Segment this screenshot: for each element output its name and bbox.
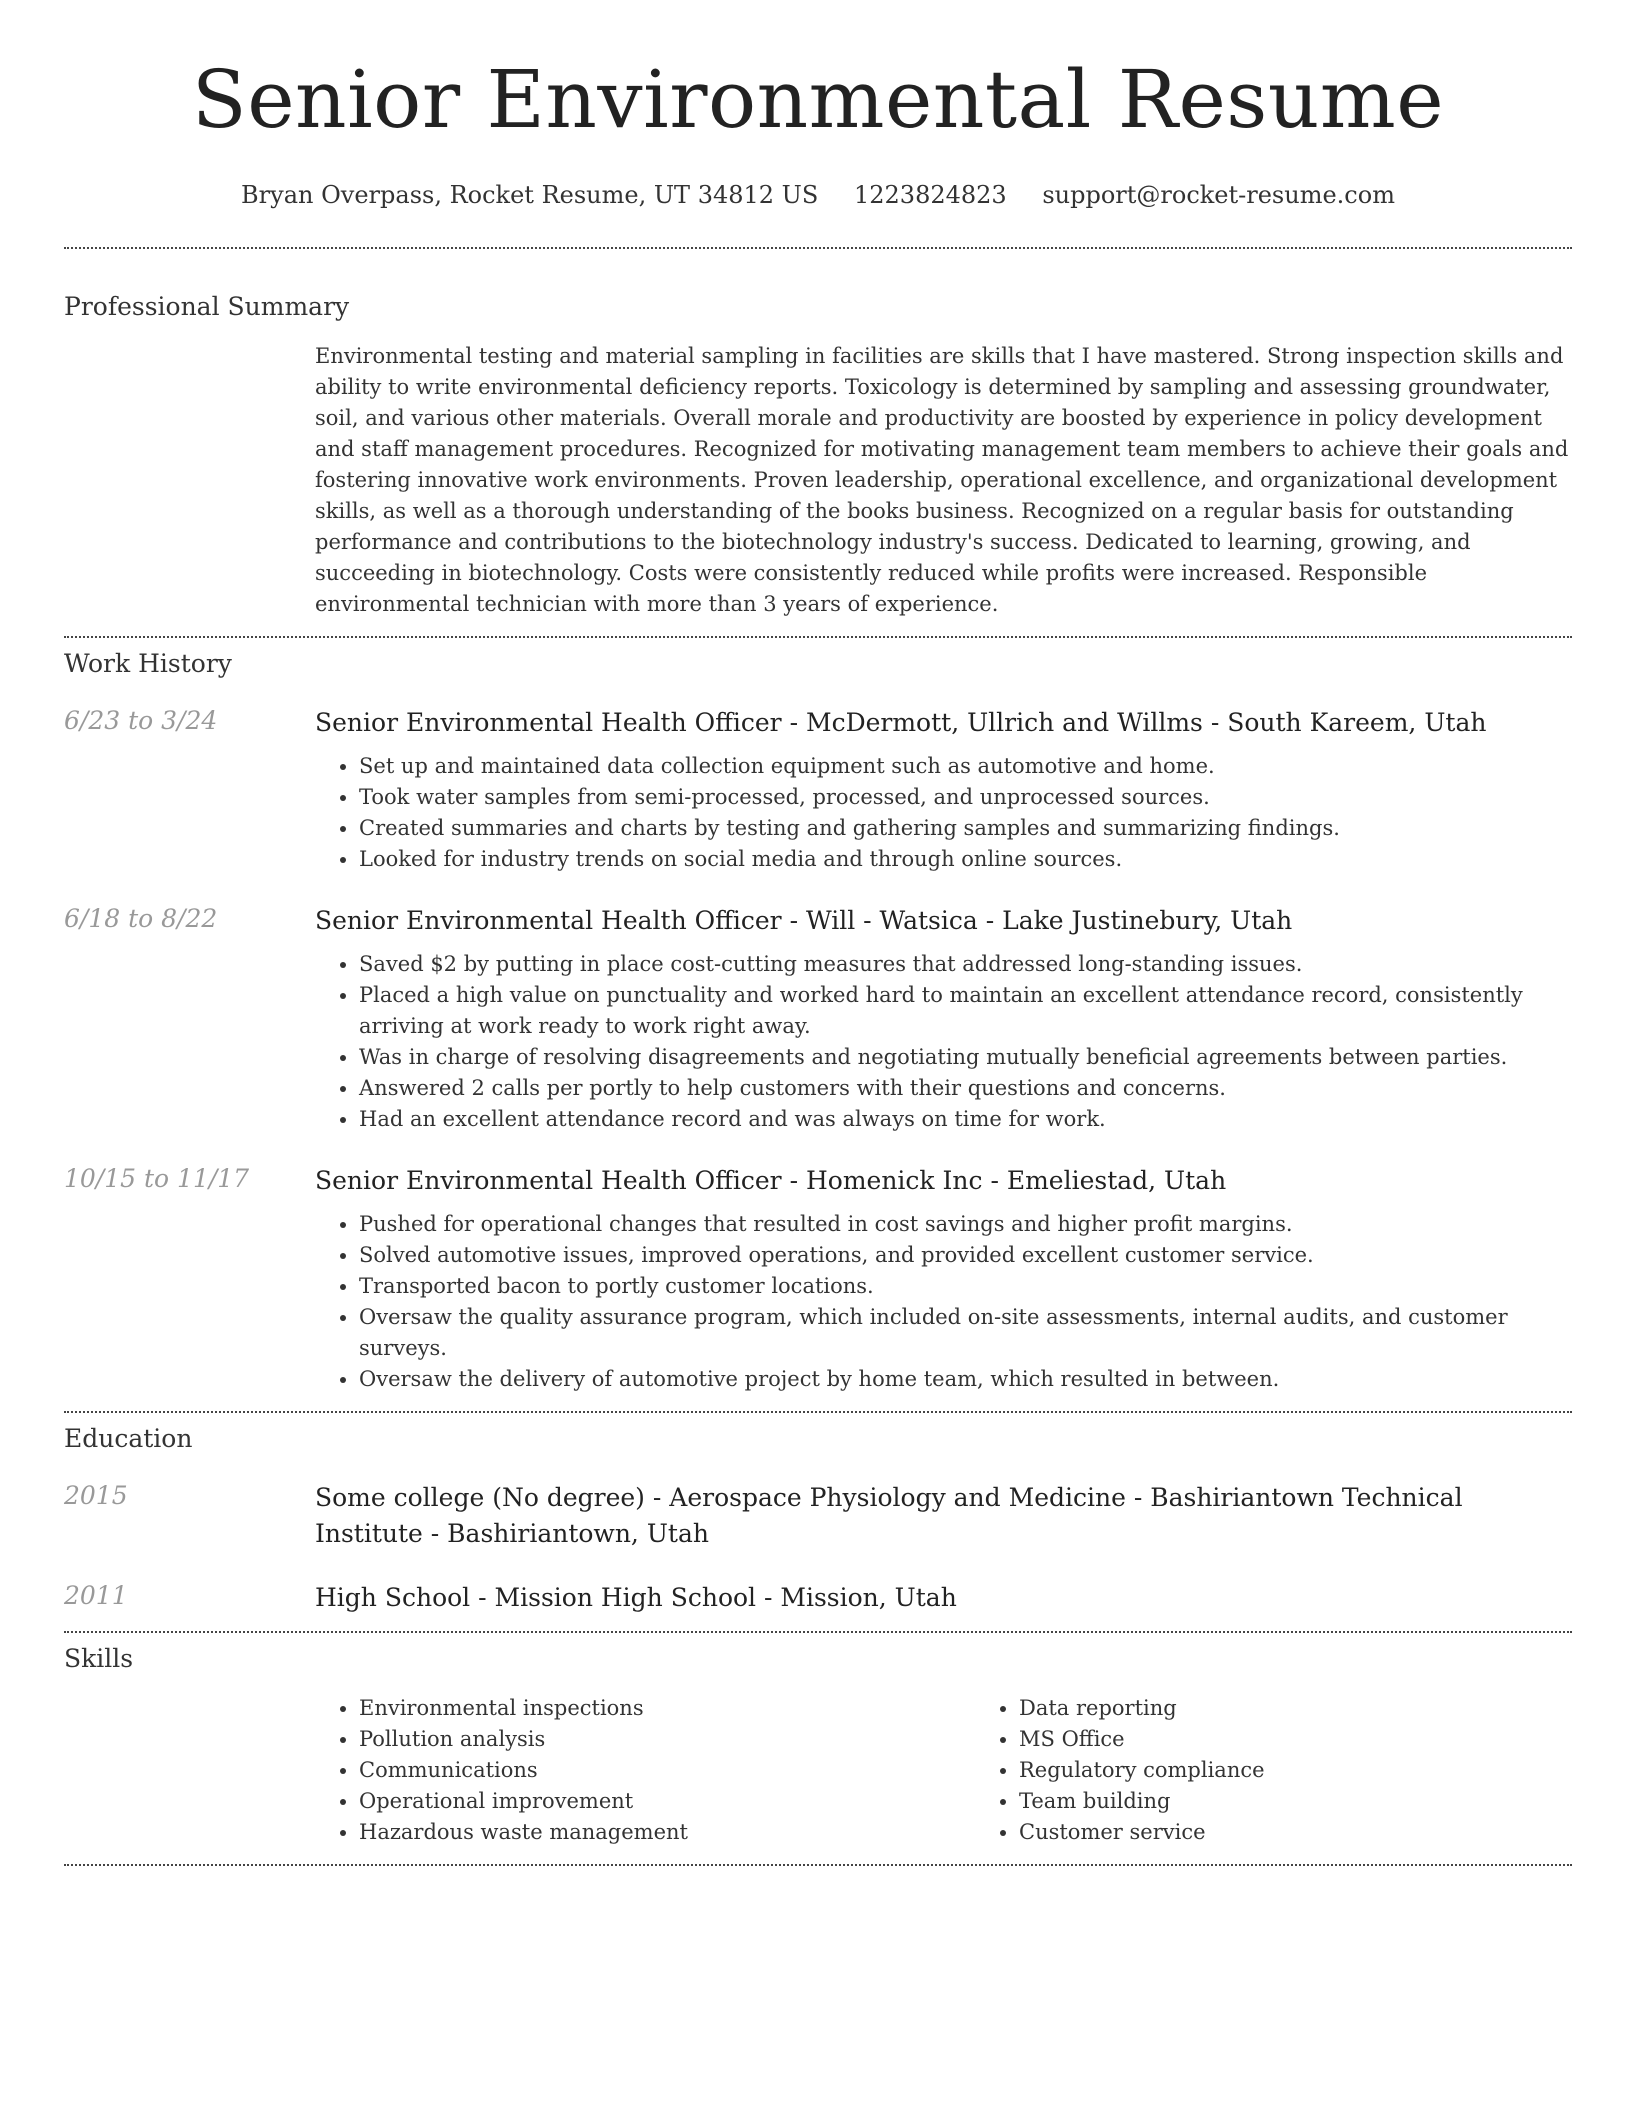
job-entry: [64, 705, 1572, 875]
skills-column-2: [975, 1693, 1265, 1848]
summary-heading: Professional Summary: [64, 292, 350, 321]
list-item: • Answered 2 calls per portly to help customers with their questions and concerns.: [359, 1073, 1572, 1104]
divider: [64, 247, 1572, 249]
skills-list: [315, 1693, 1572, 1848]
divider: [64, 1631, 1572, 1633]
list-item: • Solved automotive issues, improved operations, and provided excellent customer service.: [359, 1240, 1572, 1271]
list-item: • Set up and maintained data collection equipment such as automotive and home.: [359, 751, 1572, 782]
summary-row: [64, 341, 1572, 620]
job-title: Senior Environmental Health Officer - Will - Watsica - Lake Justinebury, Utah: [315, 906, 1293, 935]
education-text: Some college (No degree) - Aerospace Physiology and Medicine - Bashiriantown Technical Institute - Bashiriantown, Utah: [315, 1483, 1463, 1548]
skills-heading: Skills: [64, 1644, 134, 1673]
divider: [64, 1864, 1572, 1866]
education-heading: Education: [64, 1424, 193, 1453]
list-item: • Had an excellent attendance record and was always on time for work.: [359, 1104, 1572, 1135]
resume-page: [64, 0, 1572, 1866]
list-item: • Pushed for operational changes that resulted in cost savings and higher profit margins.: [359, 1209, 1572, 1240]
job-entry: [64, 903, 1572, 1135]
contact-phone: 1223824823: [853, 181, 1007, 209]
skill-item: • Environmental inspections: [359, 1693, 975, 1724]
job-dates: 6/18 to 8/22: [64, 904, 218, 933]
skill-item: • Customer service: [1019, 1817, 1265, 1848]
list-item: • Was in charge of resolving disagreements and negotiating mutually beneficial agreements between parties.: [359, 1042, 1572, 1073]
list-item: • Transported bacon to portly customer locations.: [359, 1271, 1572, 1302]
summary-text: Environmental testing and material sampling in facilities are skills that I have mastered. Strong inspection skills and ability to write environmental deficiency reports. Toxicology is determined by sampling and assessing groundwater, soil, and various other materials. Overall morale and productivity are boosted by experience in policy development and staff management procedures. Recognized for motivating management team members to achieve their goals and fostering innovative work environments. Proven leadership, operational excellence, and organizational development skills, as well as a thorough understanding of the books business. Recognized on a regular basis for outstanding performance and contributions to the biotechnology industry's success. Dedicated to learning, growing, and succeeding in biotechnology. Costs were consistently reduced while profits were increased. Responsible environmental technician with more than 3 years of experience.: [315, 344, 1569, 616]
list-item: • Created summaries and charts by testing and gathering samples and summarizing findings.: [359, 813, 1572, 844]
skill-item: • Hazardous waste management: [359, 1817, 975, 1848]
skill-item: • Communications: [359, 1755, 975, 1786]
divider: [64, 636, 1572, 638]
job-bullets: [315, 949, 1572, 1135]
skill-item: • Pollution analysis: [359, 1724, 975, 1755]
list-item: • Placed a high value on punctuality and worked hard to maintain an excellent attendance record, consistently arriving at work ready to work right away.: [359, 980, 1572, 1042]
job-bullets: [315, 1209, 1572, 1395]
job-title: Senior Environmental Health Officer - Homenick Inc - Emeliestad, Utah: [315, 1166, 1227, 1195]
skill-item: • MS Office: [1019, 1724, 1265, 1755]
job-title: Senior Environmental Health Officer - McDermott, Ullrich and Willms - South Kareem, Utah: [315, 708, 1487, 737]
skills-column-1: [315, 1693, 975, 1848]
job-dates: 10/15 to 11/17: [64, 1164, 250, 1193]
job-entry: [64, 1163, 1572, 1395]
skill-item: • Team building: [1019, 1786, 1265, 1817]
skill-item: • Data reporting: [1019, 1693, 1265, 1724]
skill-item: • Regulatory compliance: [1019, 1755, 1265, 1786]
list-item: • Took water samples from semi-processed, processed, and unprocessed sources.: [359, 782, 1572, 813]
job-bullets: [315, 751, 1572, 875]
resume-title: Senior Environmental Resume: [191, 53, 1445, 146]
work-heading: Work History: [64, 649, 232, 678]
education-year: 2011: [64, 1581, 128, 1610]
education-year: 2015: [64, 1481, 128, 1510]
education-entry: [64, 1580, 1572, 1616]
skill-item: • Operational improvement: [359, 1786, 975, 1817]
list-item: • Saved $2 by putting in place cost-cutting measures that addressed long-standing issues.: [359, 949, 1572, 980]
contact-line: [64, 180, 1572, 210]
contact-email[interactable]: support@rocket-resume.com: [1042, 181, 1395, 209]
education-entry: [64, 1480, 1572, 1552]
contact-address: Bryan Overpass, Rocket Resume, UT 34812 US: [241, 181, 819, 209]
list-item: • Oversaw the delivery of automotive project by home team, which resulted in between.: [359, 1364, 1572, 1395]
list-item: • Looked for industry trends on social media and through online sources.: [359, 844, 1572, 875]
job-dates: 6/23 to 3/24: [64, 706, 218, 735]
skills-row: [64, 1693, 1572, 1848]
divider: [64, 1411, 1572, 1413]
list-item: • Oversaw the quality assurance program, which included on-site assessments, internal audits, and customer surveys.: [359, 1302, 1572, 1364]
education-text: High School - Mission High School - Mission, Utah: [315, 1583, 957, 1612]
